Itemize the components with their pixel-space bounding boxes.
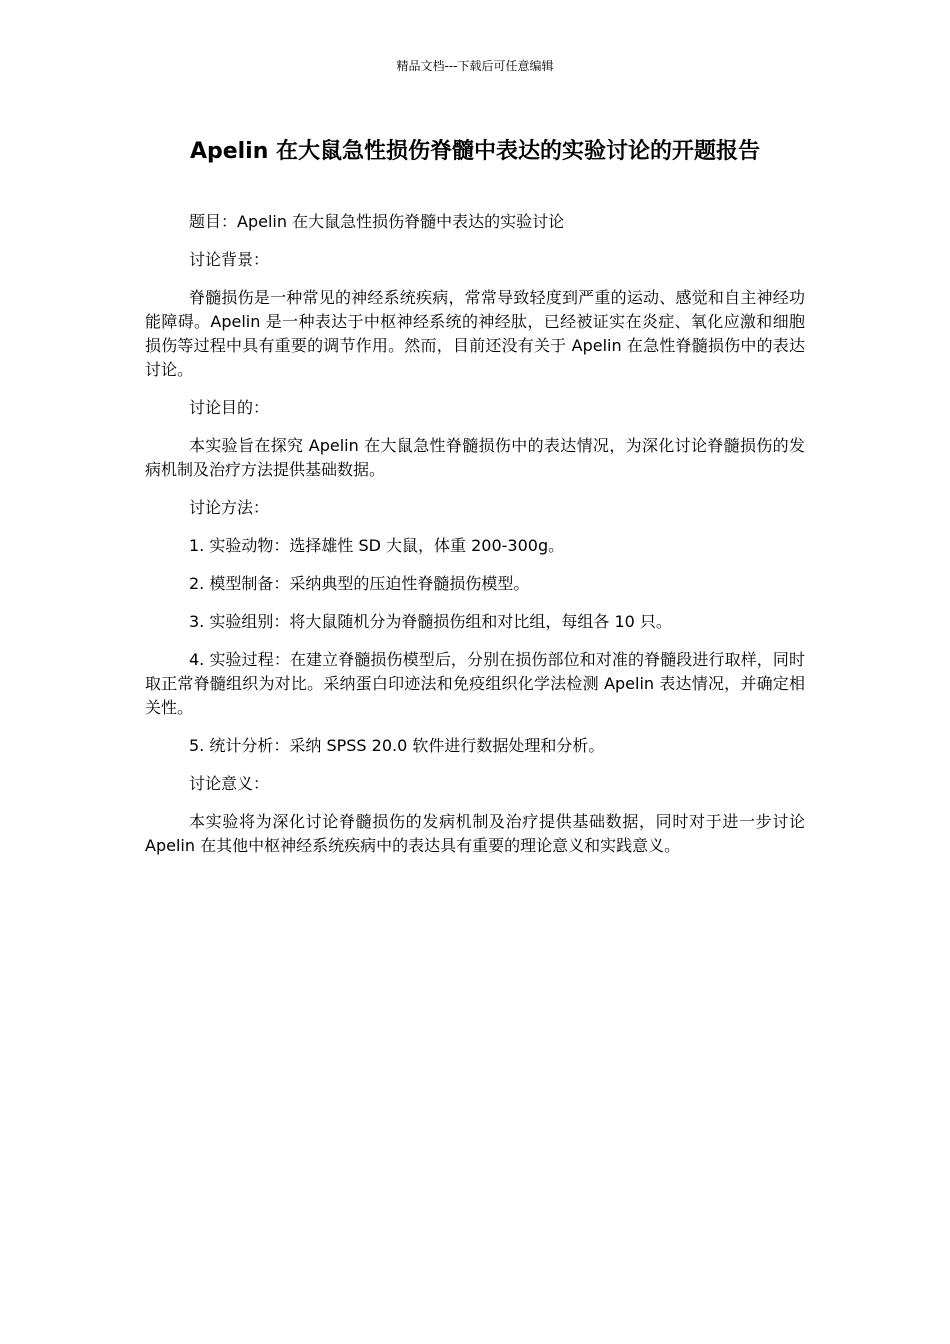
header-note: 精品文档---下载后可任意编辑 [396,59,554,73]
heading-background: 讨论背景： [189,250,270,269]
paragraph-significance: 本实验将为深化讨论脊髓损伤的发病机制及治疗提供基础数据，同时对于进一步讨论 Apelin 在其他中枢神经系统疾病中的表达具有重要的理论意义和实践意义。 [145,812,805,855]
method-item-5: 5. 统计分析：采纳 SPSS 20.0 软件进行数据处理和分析。 [189,736,605,755]
method-item-1: 1. 实验动物：选择雄性 SD 大鼠，体重 200-300g。 [189,536,565,555]
paragraph-topic: 题目：Apelin 在大鼠急性损伤脊髓中表达的实验讨论 [189,212,565,231]
paragraph-background: 脊髓损伤是一种常见的神经系统疾病，常常导致轻度到严重的运动、感觉和自主神经功能障碍。Apelin 是一种表达于中枢神经系统的神经肽，已经被证实在炎症、氧化应激和细胞损伤等过程中具有重要的调节作用。然而，目前还没有关于 Apelin 在急性脊髓损伤中的表达讨论。 [145,288,805,379]
heading-purpose: 讨论目的： [189,398,270,417]
method-item-2: 2. 模型制备：采纳典型的压迫性脊髓损伤模型。 [189,574,530,593]
heading-significance: 讨论意义： [189,774,270,793]
document-body [145,210,805,872]
paragraph-purpose: 本实验旨在探究 Apelin 在大鼠急性脊髓损伤中的表达情况，为深化讨论脊髓损伤的发病机制及治疗方法提供基础数据。 [145,436,805,479]
method-item-3: 3. 实验组别：将大鼠随机分为脊髓损伤组和对比组，每组各 10 只。 [189,612,672,631]
heading-methods: 讨论方法： [189,498,270,517]
document-title: Apelin 在大鼠急性损伤脊髓中表达的实验讨论的开题报告 [189,139,761,164]
method-item-4: 4. 实验过程：在建立脊髓损伤模型后，分别在损伤部位和对准的脊髓段进行取样，同时取正常脊髓组织为对比。采纳蛋白印迹法和免疫组织化学法检测 Apelin 表达情况，并确定相关性。 [145,650,805,717]
